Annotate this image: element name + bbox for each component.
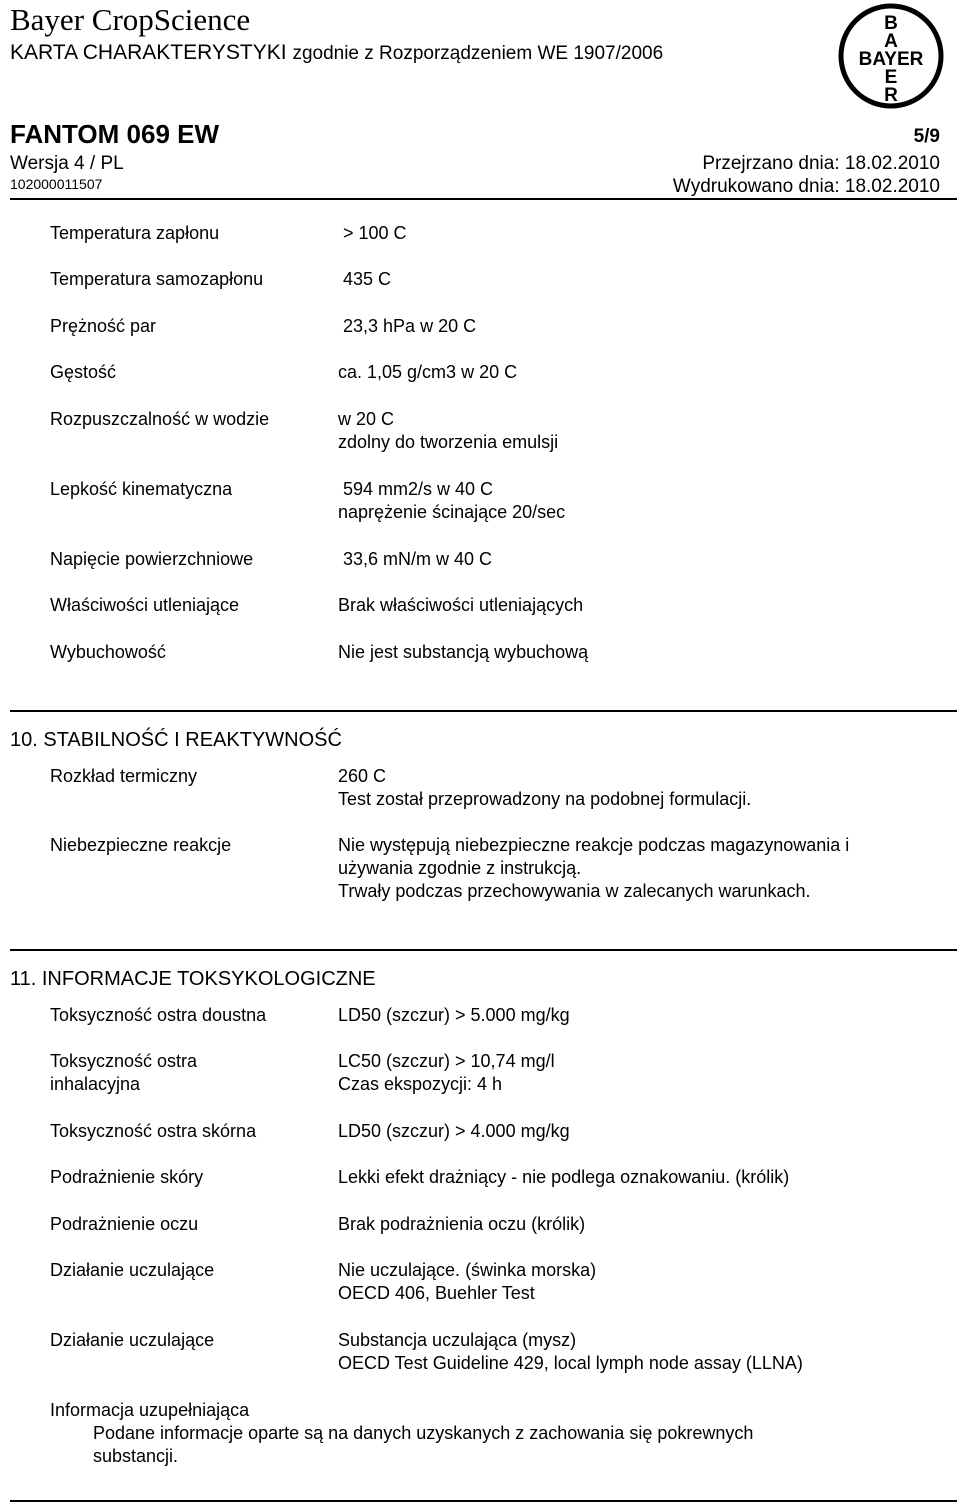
tox-value: OECD 406, Buehler Test: [338, 1283, 535, 1303]
logo-middle-word: BAYER: [858, 49, 924, 70]
property-label: Lepkość kinematyczna: [50, 479, 233, 499]
tox-value: Czas ekspozycji: 4 h: [338, 1074, 503, 1094]
section-10-label: Niebezpieczne reakcje: [50, 835, 232, 855]
tox-label-continued: inhalacyjna: [50, 1074, 141, 1094]
section-10-value: 260 C: [338, 766, 387, 786]
logo-letter-4: E: [884, 67, 898, 88]
logo-letter-2: A: [884, 31, 898, 52]
additional-info-text: Podane informacje oparte są na danych uzyskanych z zachowania się pokrewnych: [93, 1423, 754, 1443]
section-10-title: 10. STABILNOŚĆ I REAKTYWNOŚĆ: [10, 729, 342, 751]
property-value: naprężenie ścinające 20/sec: [338, 502, 566, 522]
property-value: ca. 1,05 g/cm3 w 20 C: [338, 362, 518, 382]
document-title: [10, 40, 663, 67]
logo-letter-bottom: R: [884, 85, 898, 106]
version: Wersja 4 / PL: [10, 153, 124, 174]
section-divider: [10, 710, 957, 712]
tox-label: Toksyczność ostra doustna: [50, 1005, 267, 1025]
section-10-label: Rozkład termiczny: [50, 766, 198, 786]
section-10-value: Test został przeprowadzony na podobnej formulacji.: [338, 789, 752, 809]
property-label: Gęstość: [50, 362, 117, 382]
tox-value: OECD Test Guideline 429, local lymph node assay (LLNA): [338, 1353, 803, 1373]
tox-label: Podrażnienie oczu: [50, 1214, 199, 1234]
property-label: Napięcie powierzchniowe: [50, 549, 254, 569]
tox-value: Brak podrażnienia oczu (królik): [338, 1214, 586, 1234]
reviewed-date: Przejrzano dnia: 18.02.2010: [702, 153, 940, 174]
tox-label: Toksyczność ostra: [50, 1051, 198, 1071]
property-label: Wybuchowość: [50, 642, 166, 662]
property-value: zdolny do tworzenia emulsji: [338, 432, 559, 452]
property-label: Rozpuszczalność w wodzie: [50, 409, 270, 429]
property-label: Prężność par: [50, 316, 157, 336]
tox-label: Toksyczność ostra skórna: [50, 1121, 257, 1141]
tox-value: Lekki efekt drażniący - nie podlega oznakowaniu. (królik): [338, 1167, 790, 1187]
logo-letter-top: B: [884, 13, 898, 34]
property-label: Właściwości utleniające: [50, 595, 240, 615]
page-number: 5/9: [913, 126, 940, 147]
company-name: Bayer CropScience: [10, 2, 251, 37]
property-label: Temperatura zapłonu: [50, 223, 220, 243]
property-label: Temperatura samozapłonu: [50, 269, 264, 289]
tox-value: LD50 (szczur) > 4.000 mg/kg: [338, 1121, 570, 1141]
tox-value: LD50 (szczur) > 5.000 mg/kg: [338, 1005, 570, 1025]
section-11-title: 11. INFORMACJE TOKSYKOLOGICZNE: [10, 968, 376, 990]
section-divider: [10, 949, 957, 951]
bayer-cross-logo-icon: [835, 2, 947, 110]
property-value: 594 mm2/s w 40 C: [343, 479, 494, 499]
property-value: 23,3 hPa w 20 C: [343, 316, 477, 336]
property-value: w 20 C: [338, 409, 395, 429]
property-value: > 100 C: [343, 223, 407, 243]
property-value: Brak właściwości utleniających: [338, 595, 584, 615]
section-10-value: Trwały podczas przechowywania w zalecanych warunkach.: [338, 881, 811, 901]
section-10-value: używania zgodnie z instrukcją.: [338, 858, 582, 878]
additional-info-label: Informacja uzupełniająca: [50, 1400, 250, 1420]
tox-label: Działanie uczulające: [50, 1260, 215, 1280]
document-title-regulation: zgodnie z Rozporządzeniem WE 1907/2006: [292, 43, 664, 64]
property-value: 435 C: [343, 269, 392, 289]
tox-label: Podrażnienie skóry: [50, 1167, 204, 1187]
document-code: 102000011507: [10, 176, 103, 192]
tox-value: LC50 (szczur) > 10,74 mg/l: [338, 1051, 555, 1071]
header-divider: [10, 198, 957, 200]
tox-value: Substancja uczulająca (mysz): [338, 1330, 577, 1350]
printed-date: Wydrukowano dnia: 18.02.2010: [672, 176, 940, 197]
property-value: Nie jest substancją wybuchową: [338, 642, 589, 662]
document-title-main: KARTA CHARAKTERYSTYKI: [10, 41, 287, 64]
product-name: FANTOM 069 EW: [10, 119, 220, 149]
additional-info-text: substancji.: [93, 1446, 179, 1466]
section-10-value: Nie występują niebezpieczne reakcje podczas magazynowania i: [338, 835, 850, 855]
property-value: 33,6 mN/m w 40 C: [343, 549, 493, 569]
footer-divider: [10, 1500, 957, 1502]
tox-value: Nie uczulające. (świnka morska): [338, 1260, 597, 1280]
tox-label: Działanie uczulające: [50, 1330, 215, 1350]
